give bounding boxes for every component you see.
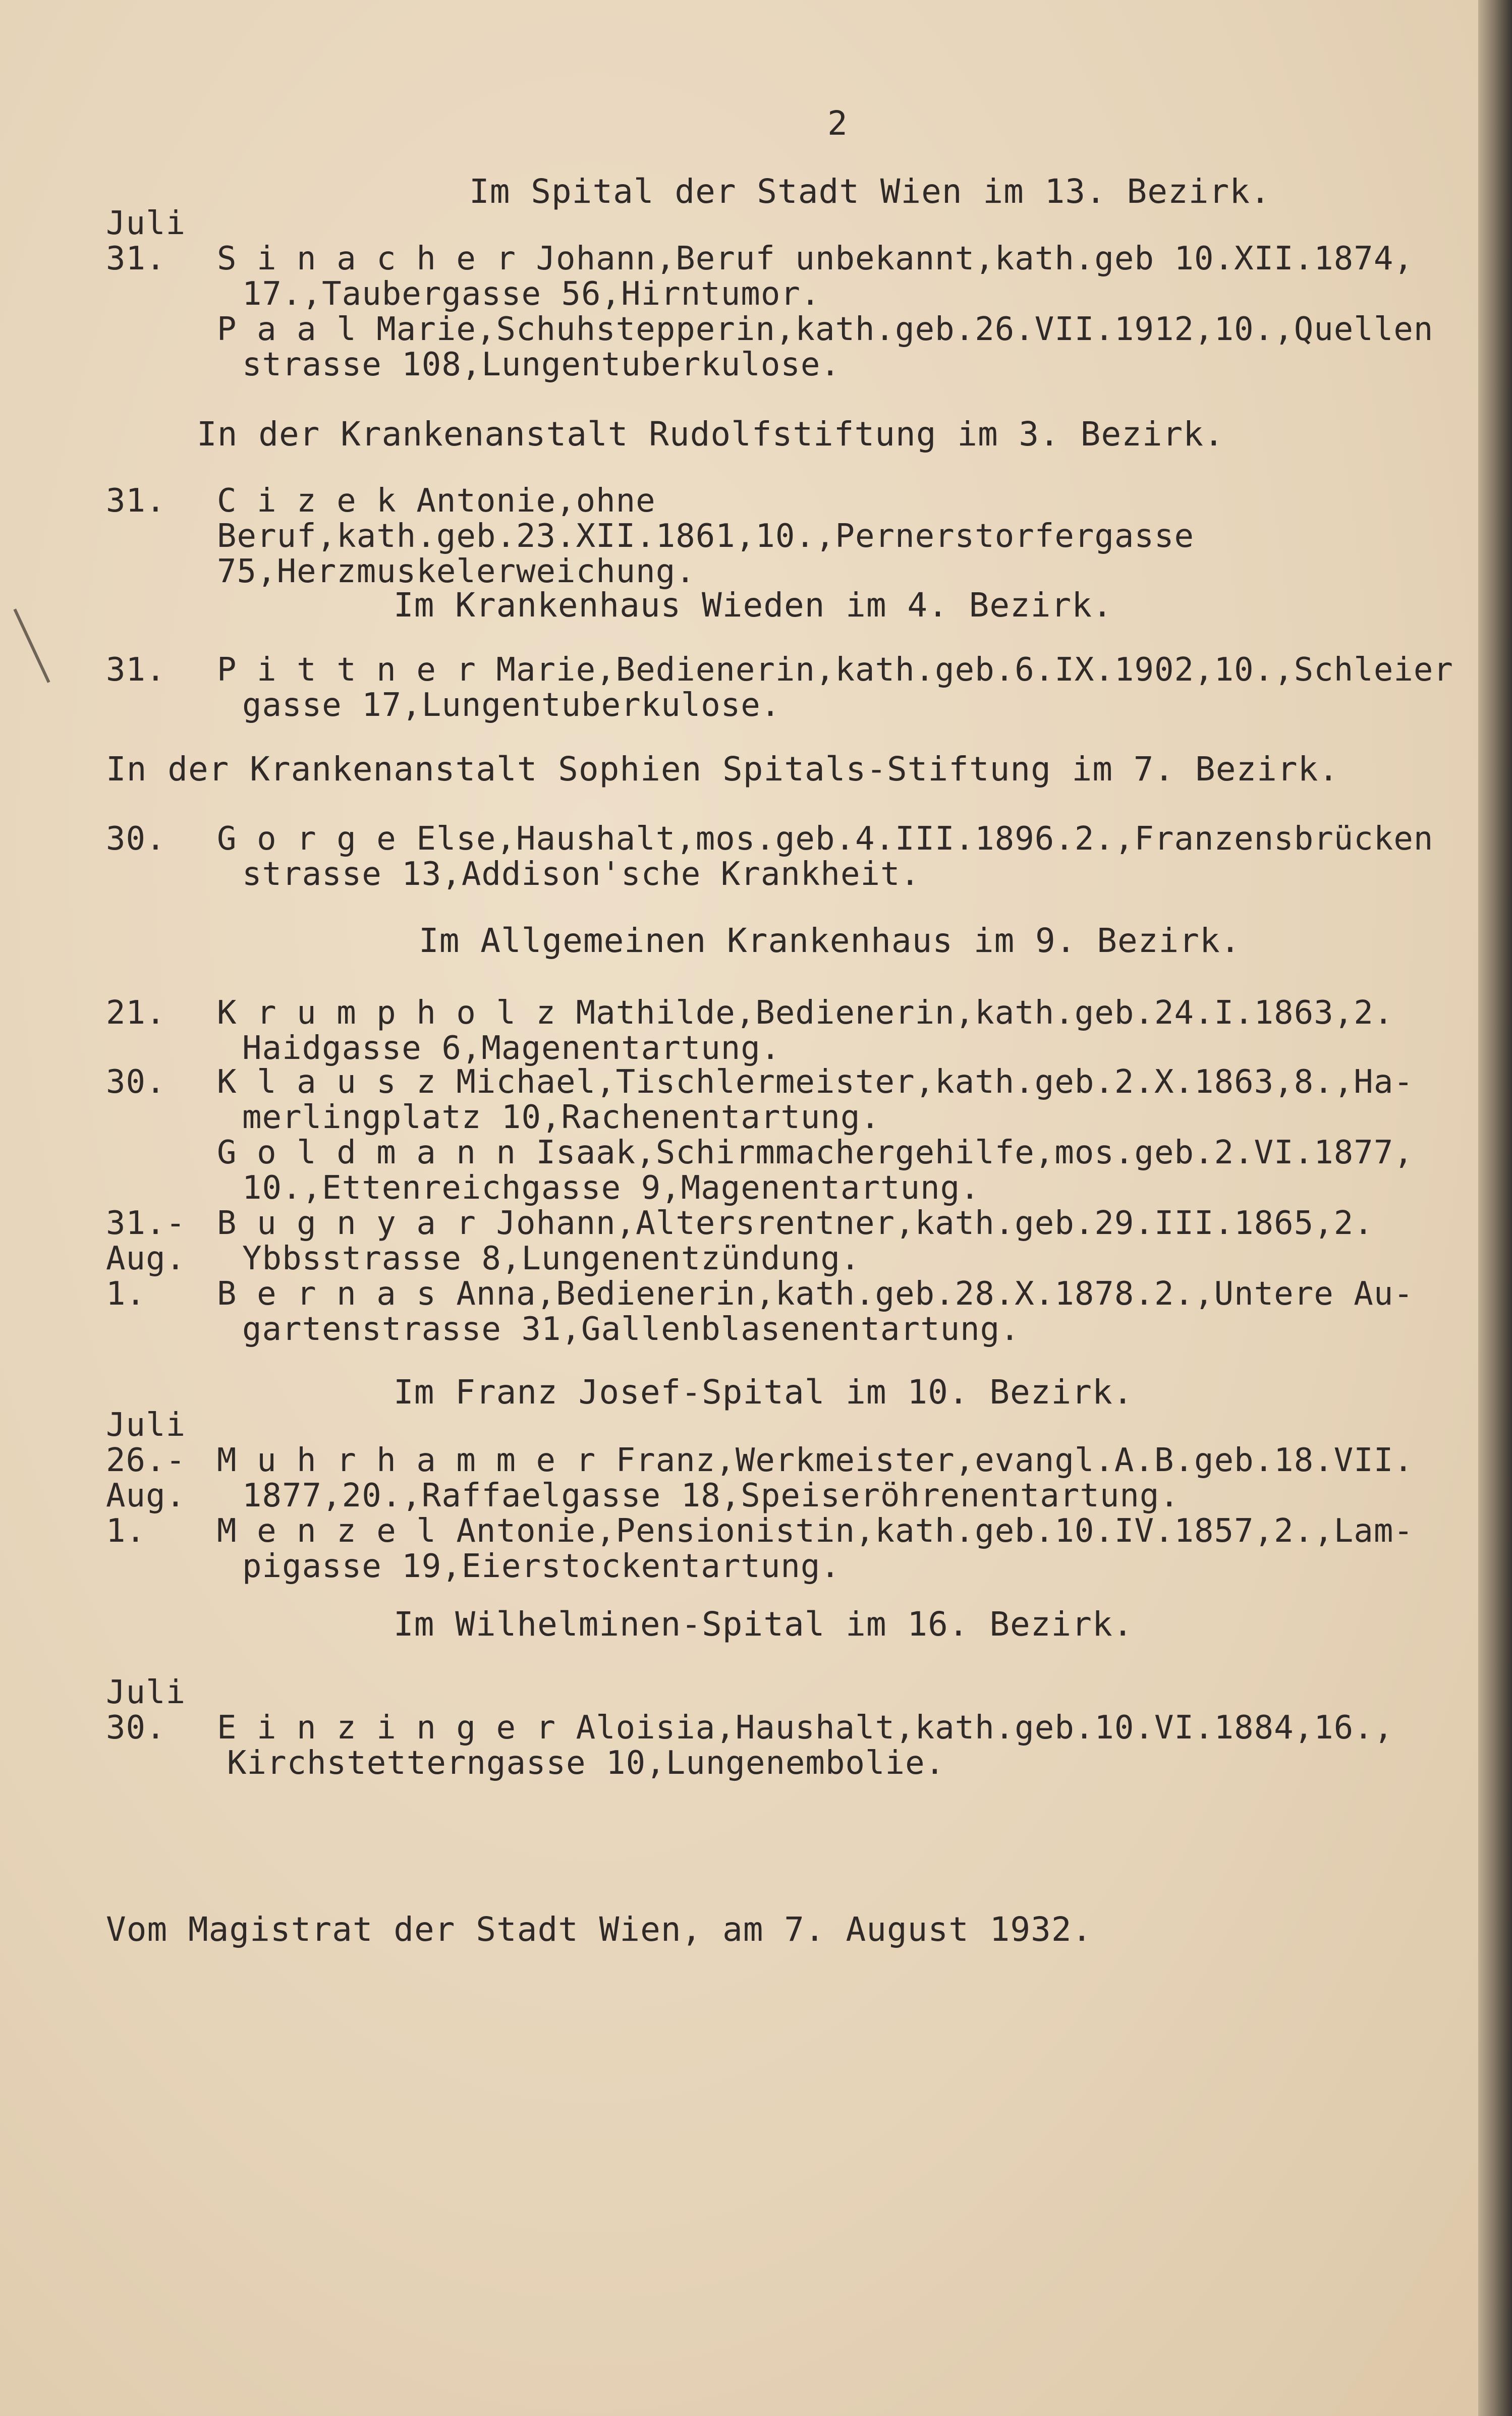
document-footer: Vom Magistrat der Stadt Wien, am 7. August 1932. <box>106 1910 1093 1949</box>
entry-line: G o l d m a n n Isaak,Schirmmachergehilfe,mos.geb.2.VI.1877, <box>217 1134 1414 1171</box>
entry-line: gartenstrasse 31,Gallenblasenentartung. <box>242 1311 1020 1348</box>
entry-line: P i t t n e r Marie,Bedienerin,kath.geb.6.IX.1902,10.,Schleier <box>217 651 1453 689</box>
entry-line: P a a l Marie,Schuhstepperin,kath.geb.26.VII.1912,10.,Quellen <box>217 311 1434 348</box>
entry-line: B u g n y a r Johann,Altersrentner,kath.geb.29.III.1865,2. <box>217 1205 1374 1242</box>
entry-line: Haidgasse 6,Magenentartung. <box>242 1030 781 1067</box>
entry-day: 30. <box>106 1063 166 1101</box>
entry-line: K l a u s z Michael,Tischlermeister,kath.geb.2.X.1863,8.,Ha- <box>217 1063 1414 1101</box>
entry-line: S i n a c h e r Johann,Beruf unbekannt,kath.geb 10.XII.1874, <box>217 240 1414 277</box>
entry-line: pigasse 19,Eierstockentartung. <box>242 1548 841 1585</box>
entry-line: E i n z i n g e r Aloisia,Haushalt,kath.geb.10.VI.1884,16., <box>217 1709 1394 1747</box>
section-heading: Im Franz Josef-Spital im 10. Bezirk. <box>394 1373 1134 1412</box>
page-number: 2 <box>827 104 848 143</box>
entry-line: G o r g e Else,Haushalt,mos.geb.4.III.1896.2.,Franzensbrücken <box>217 820 1434 858</box>
month-label: Juli <box>106 1407 186 1444</box>
entry-line: strasse 108,Lungentuberkulose. <box>242 346 841 383</box>
entry-line: C i z e k Antonie,ohne Beruf,kath.geb.23.XII.1861,10.,Pernerstorfergasse 75,Herzmuskelerweichung. <box>217 482 1195 590</box>
page-edge-shadow <box>1478 0 1512 2416</box>
entry-line: 17.,Taubergasse 56,Hirntumor. <box>242 275 821 313</box>
entry-line: Ybbsstrasse 8,Lungenentzündung. <box>242 1240 861 1277</box>
entry-line: 10.,Ettenreichgasse 9,Magenentartung. <box>242 1169 980 1207</box>
entry-day: 30. <box>106 1709 166 1747</box>
section-heading: Im Krankenhaus Wieden im 4. Bezirk. <box>394 586 1113 625</box>
entry-day: 31. <box>106 240 166 277</box>
entry-line: Kirchstetterngasse 10,Lungenembolie. <box>227 1745 945 1782</box>
month-label: Juli <box>106 205 186 242</box>
section-heading: Im Wilhelminen-Spital im 16. Bezirk. <box>394 1605 1134 1644</box>
entry-day: 26.- <box>106 1442 186 1479</box>
section-heading: Im Spital der Stadt Wien im 13. Bezirk. <box>469 172 1271 211</box>
entry-day: Aug. <box>106 1477 186 1514</box>
entry-day: 31. <box>106 651 166 689</box>
section-heading: Im Allgemeinen Krankenhaus im 9. Bezirk. <box>419 921 1241 960</box>
entry-day: 21. <box>106 994 166 1032</box>
entry-line: 1877,20.,Raffaelgasse 18,Speiseröhrenentartung. <box>242 1477 1180 1514</box>
entry-day: 31. <box>106 482 166 520</box>
entry-line: strasse 13,Addison'sche Krankheit. <box>242 856 921 893</box>
entry-line: gasse 17,Lungentuberkulose. <box>242 687 781 724</box>
entry-day: 1. <box>106 1512 146 1550</box>
entry-line: M e n z e l Antonie,Pensionistin,kath.geb.10.IV.1857,2.,Lam- <box>217 1512 1414 1550</box>
section-heading: In der Krankenanstalt Rudolfstiftung im 3. Bezirk. <box>197 415 1224 454</box>
entry-line: B e r n a s Anna,Bedienerin,kath.geb.28.X.1878.2.,Untere Au- <box>217 1275 1414 1313</box>
month-label: Juli <box>106 1674 186 1711</box>
entry-day: 31.- <box>106 1205 186 1242</box>
entry-day: 1. <box>106 1275 146 1313</box>
entry-line: K r u m p h o l z Mathilde,Bedienerin,kath.geb.24.I.1863,2. <box>217 994 1394 1032</box>
entry-line: merlingplatz 10,Rachenentartung. <box>242 1099 880 1136</box>
entry-day: 30. <box>106 820 166 858</box>
entry-line: M u h r h a m m e r Franz,Werkmeister,evangl.A.B.geb.18.VII. <box>217 1442 1414 1479</box>
margin-pencil-mark <box>13 608 50 683</box>
section-heading: In der Krankenanstalt Sophien Spitals-Stiftung im 7. Bezirk. <box>106 750 1339 789</box>
entry-day: Aug. <box>106 1240 186 1277</box>
